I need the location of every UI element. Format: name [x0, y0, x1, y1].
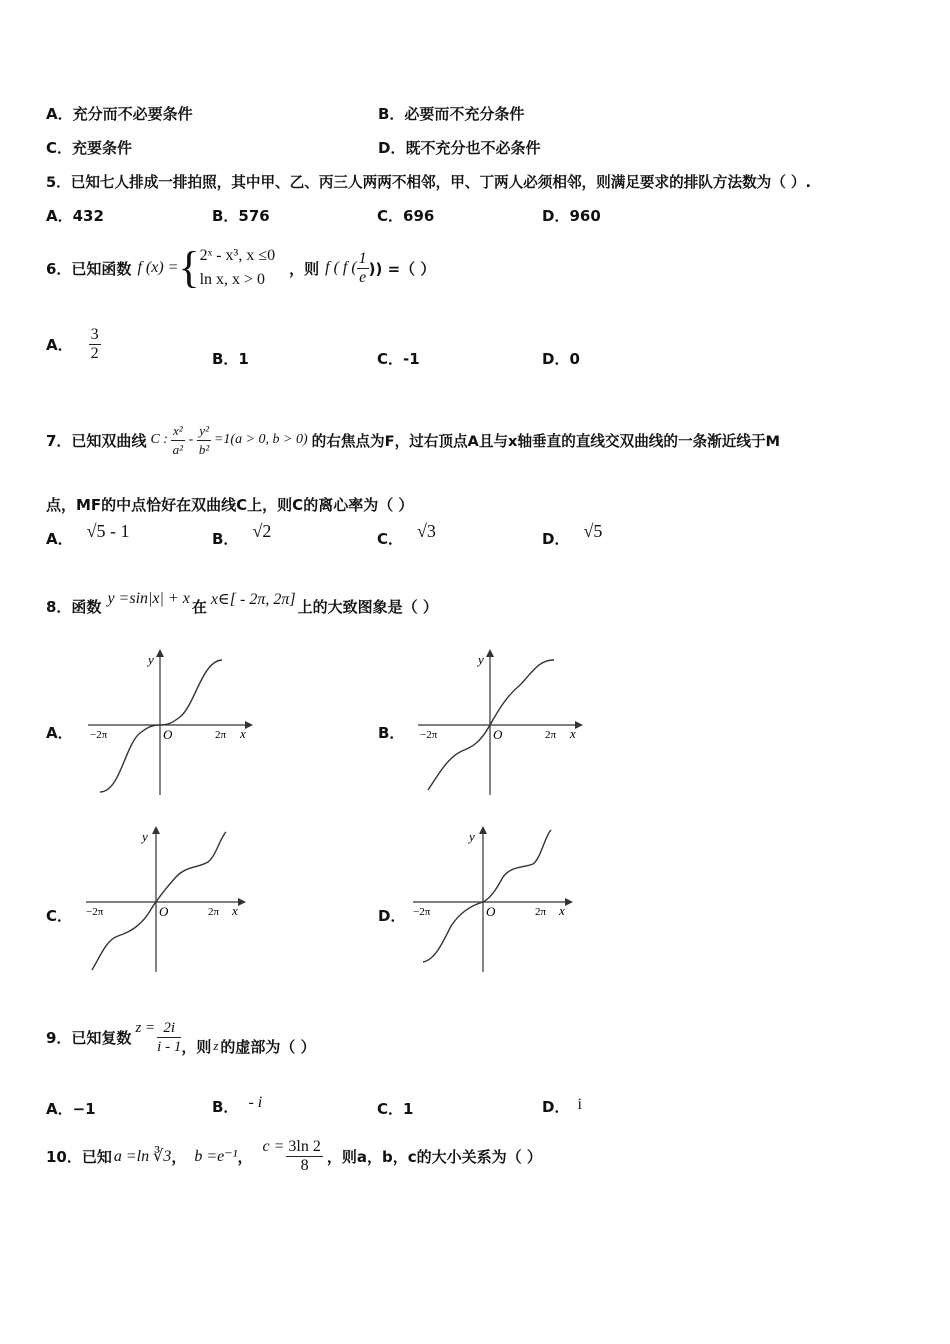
q7-frac-2-den: b² — [198, 441, 210, 457]
graph-b-y-label: y — [478, 652, 484, 667]
q6-func: f (x) = — [137, 259, 179, 276]
graph-c-pos-tick: 2π — [208, 906, 220, 918]
graph-b-neg-tick: −2π — [420, 729, 438, 741]
q9-frac-den: i - 1 — [157, 1038, 182, 1055]
q7-eq-tail: =1(a > 0, b > 0) — [213, 432, 308, 447]
graph-a-origin: O — [163, 727, 173, 742]
q7-stem-rest: 的右焦点为F，过右顶点A且与x轴垂直的直线交双曲线的一条渐近线于M — [311, 432, 781, 450]
q7-option-a-label: A． — [46, 530, 73, 548]
q7-frac-1 — [171, 422, 185, 459]
q8-lead: 8．函数 — [46, 597, 102, 616]
q10-c-frac-den: 8 — [300, 1156, 309, 1174]
graph-d-origin: O — [486, 904, 496, 919]
q7-option-c-value: √3 — [417, 521, 436, 541]
q9-option-a: A．−1 — [46, 1100, 96, 1118]
q5-option-d: D．960 — [542, 207, 601, 225]
q10-stem — [46, 1130, 542, 1182]
graph-c — [78, 822, 258, 977]
q7-frac-2 — [197, 422, 211, 459]
q6-expr-pre: f ( f ( — [325, 259, 357, 276]
q7-option-b — [212, 521, 272, 549]
graph-d-x-label: x — [559, 903, 565, 918]
graph-a-y-arrow — [156, 649, 164, 657]
q9-option-b-value: - i — [248, 1093, 263, 1111]
q7-option-a — [46, 521, 130, 549]
q10-tail: ，则a，b，c的大小关系为（ ） — [326, 1147, 542, 1166]
q7-option-c-label: C． — [377, 530, 404, 548]
q9-z: z — [213, 1038, 219, 1053]
q10-c-frac-num: 3ln 2 — [288, 1137, 321, 1155]
graph-d-x-arrow — [565, 898, 573, 906]
graph-a — [80, 645, 260, 800]
q7-option-a-value: √5 - 1 — [86, 521, 130, 541]
q8-option-d-label: D． — [378, 907, 406, 925]
q9-option-b — [212, 1093, 263, 1117]
q6-frac — [357, 250, 369, 287]
q8-option-a-label: A． — [46, 724, 73, 742]
q6-stem — [46, 238, 435, 298]
graph-d-y-arrow — [479, 826, 487, 834]
graph-d-neg-tick: −2π — [413, 906, 431, 918]
graph-c-curve — [92, 832, 226, 970]
graph-d-pos-tick: 2π — [535, 906, 547, 918]
graph-c-y-label: y — [142, 829, 148, 844]
q10-c-pre: c = — [262, 1138, 285, 1155]
q7-line-2: 点，MF的中点恰好在双曲线C上，则C的离心率为（ ） — [46, 496, 414, 514]
q9-tail-post: 的虚部为（ ） — [220, 1037, 316, 1056]
q7-option-c — [377, 521, 436, 549]
q10-sep-2: ， — [237, 1147, 253, 1166]
q8-func: y =sin|x| + x — [107, 590, 190, 607]
q6-frac-num: 1 — [358, 249, 367, 267]
q6-option-a-num: 3 — [90, 325, 99, 343]
q7-option-d-label: D． — [542, 530, 570, 548]
q9-option-c: C．1 — [377, 1100, 414, 1118]
q6-option-d: D．0 — [542, 350, 580, 368]
q7-option-d — [542, 521, 603, 549]
q7-frac-1-den: a² — [172, 441, 183, 457]
q10-sep-1: ， — [171, 1147, 187, 1166]
q6-option-b: B．1 — [212, 350, 249, 368]
graph-a-x-label: x — [240, 726, 246, 741]
q7-frac-1-num: x² — [171, 422, 185, 441]
q9-lead: 9．已知复数 — [46, 1028, 132, 1047]
q6-case-2: ln x, x > 0 — [199, 271, 266, 288]
graph-b — [410, 645, 590, 800]
graph-c-x-arrow — [238, 898, 246, 906]
graph-c-origin: O — [159, 904, 169, 919]
graph-b-origin: O — [493, 727, 503, 742]
q9-option-b-label: B． — [212, 1098, 239, 1116]
q7-eq-minus: - — [188, 432, 194, 447]
q7-option-b-label: B． — [212, 530, 239, 548]
q5-option-a: A．432 — [46, 207, 104, 225]
q9-option-d-label: D． — [542, 1098, 570, 1116]
q9-z-eq: z = — [135, 1019, 156, 1036]
graph-d-y-label: y — [469, 829, 475, 844]
q4-option-c: C．充要条件 — [46, 139, 133, 157]
graph-a-x-arrow — [245, 721, 253, 729]
q9-option-d-value: i — [577, 1095, 582, 1113]
q6-brace: { — [178, 243, 200, 292]
q6-option-a — [46, 323, 101, 365]
q7-lead: 7．已知双曲线 — [46, 431, 147, 450]
q8-domain: x∈[ - 2π, 2π] — [210, 591, 296, 608]
q10-lead: 10．已知 — [46, 1147, 112, 1166]
graph-a-y-label: y — [148, 652, 154, 667]
q6-expr-post: )) =（ ） — [368, 259, 436, 278]
q6-lead: 6．已知函数 — [46, 259, 132, 278]
q5-stem: 5．已知七人排成一排拍照，其中甲、乙、丙三人两两不相邻，甲、丁两人必须相邻，则满足要求的排队方法数为（ ）. — [46, 174, 812, 191]
q5-option-b: B．576 — [212, 207, 270, 225]
graph-c-y-arrow — [152, 826, 160, 834]
q6-option-a-label: A． — [46, 335, 73, 354]
q8-in: 在 — [191, 597, 207, 616]
q8-stem — [46, 588, 438, 624]
q6-option-a-den: 2 — [90, 344, 99, 362]
graph-c-x-label: x — [232, 903, 238, 918]
q10-a-expr: a =ln ∛3 — [113, 1148, 172, 1165]
q7-option-b-value: √2 — [252, 521, 272, 541]
q10-c-frac — [286, 1138, 322, 1175]
graph-b-x-arrow — [575, 721, 583, 729]
q7-option-d-value: √5 — [583, 521, 603, 541]
graph-a-pos-tick: 2π — [215, 729, 227, 741]
q9-option-d — [542, 1096, 582, 1117]
graph-b-y-arrow — [486, 649, 494, 657]
graph-b-pos-tick: 2π — [545, 729, 557, 741]
q9-frac-num: 2i — [157, 1019, 181, 1038]
q8-tail: 上的大致图象是（ ） — [297, 597, 438, 616]
graph-d-curve — [423, 830, 551, 962]
q8-option-b-label: B． — [378, 724, 405, 742]
q6-frac-den: e — [359, 268, 367, 286]
q7-stem — [46, 405, 780, 475]
q9-frac — [157, 1019, 181, 1056]
q7-eq-c: C : — [150, 432, 168, 447]
q6-mid: ，则 — [289, 259, 320, 278]
graph-d — [405, 822, 585, 977]
q6-cases — [200, 244, 276, 292]
q10-b-expr: b =e⁻¹ — [194, 1148, 238, 1165]
q4-option-a: A．充分而不必要条件 — [46, 105, 193, 123]
q4-option-b: B．必要而不充分条件 — [378, 105, 525, 123]
q6-option-c: C．-1 — [377, 350, 420, 368]
q8-option-c-label: C． — [46, 907, 73, 925]
graph-c-neg-tick: −2π — [86, 906, 104, 918]
graph-a-neg-tick: −2π — [90, 729, 108, 741]
q9-stem — [46, 1012, 316, 1062]
q9-tail-pre: ，则 — [181, 1037, 212, 1056]
q6-case-1: 2ˣ - x³, x ≤0 — [199, 247, 276, 264]
graph-b-x-label: x — [570, 726, 576, 741]
q5-option-c: C．696 — [377, 207, 435, 225]
q7-frac-2-num: y² — [197, 422, 211, 441]
q4-option-d: D．既不充分也不必条件 — [378, 139, 541, 157]
q6-option-a-frac — [89, 326, 101, 363]
graph-a-curve — [100, 660, 222, 792]
